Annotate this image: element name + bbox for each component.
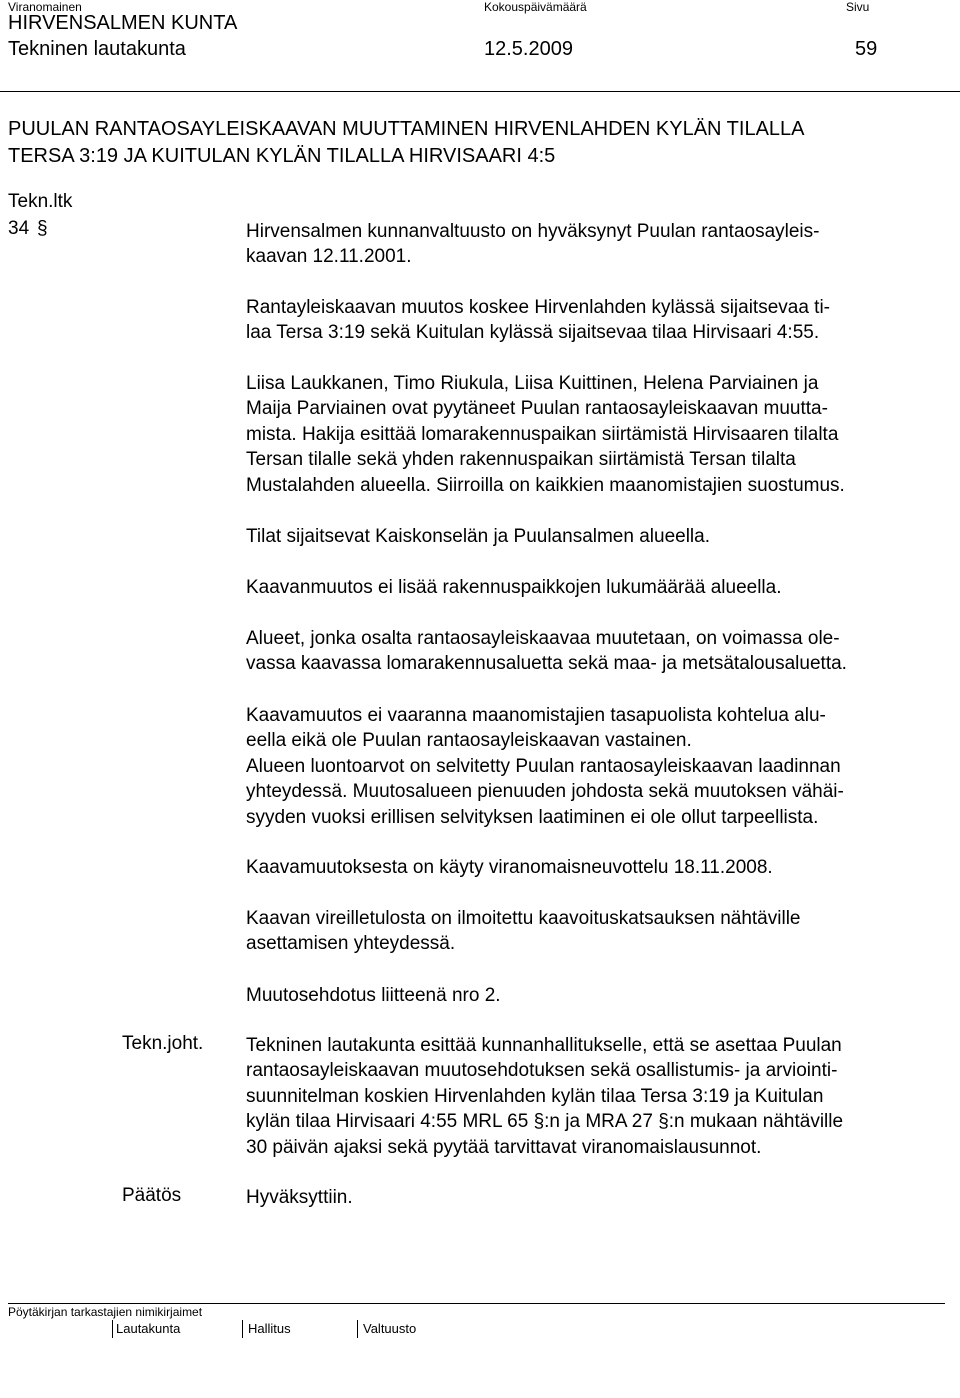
decision-text xyxy=(246,1185,951,1210)
footer-divider xyxy=(8,1303,945,1304)
header-issuer-label: Viranomainen xyxy=(8,0,82,14)
paragraph-9 xyxy=(246,906,951,957)
footer-box-line-3 xyxy=(357,1320,358,1338)
paragraph-line: Mustalahden alueella. Siirroilla on kaikkien maanomistajien suostumus. xyxy=(246,474,845,496)
paragraph-line: syyden vuoksi erillisen selvityksen laatiminen ei ole ollut tarpeellista. xyxy=(246,806,819,828)
header-date-label: Kokouspäivämäärä xyxy=(484,0,587,14)
paragraph-line: Rantayleiskaavan muutos koskee Hirvenlahden kylässä sijaitsevaa ti- xyxy=(246,297,831,318)
paragraph-8 xyxy=(246,855,951,880)
paragraph-line: vassa kaavassa lomarakennusaluetta sekä maa- ja metsätalousaluetta. xyxy=(246,653,847,675)
proposal-line: Tekninen lautakunta esittää kunnanhallitukselle, että se asettaa Puulan xyxy=(246,1035,842,1056)
paragraph-line: Maija Parviainen ovat pyytäneet Puulan rantaosayleiskaavan muutta- xyxy=(246,398,828,420)
paragraph-line: eella eikä ole Puulan rantaosayleiskaavan vastainen. xyxy=(246,730,692,752)
paragraph-2 xyxy=(246,295,951,346)
paragraph-1 xyxy=(246,219,951,270)
proposal-line: rantaosayleiskaavan muutosehdotuksen sekä osallistumis- ja arviointi- xyxy=(246,1060,838,1082)
paragraph-line: Muutosehdotus liitteenä nro 2. xyxy=(246,985,501,1006)
header-municipality: HIRVENSALMEN KUNTA xyxy=(8,12,238,34)
paragraph-line: Tersan tilalle sekä yhden rakennuspaikan siirtämistä Tersan tilalta xyxy=(246,449,796,471)
paragraph-line: Kaavamuutos ei vaaranna maanomistajien tasapuolista kohtelua alu- xyxy=(246,705,826,726)
paragraph-line: Alueen luontoarvot on selvitetty Puulan rantaosayleiskaavan laadinnan xyxy=(246,755,841,777)
footer-box-line-2 xyxy=(242,1320,243,1338)
footer-signatures-label: Pöytäkirjan tarkastajien nimikirjaimet xyxy=(8,1305,203,1319)
paragraph-10 xyxy=(246,983,951,1008)
proposal-line: 30 päivän ajaksi sekä pyytää tarvittavat viranomaislausunnot. xyxy=(246,1136,762,1158)
paragraph-line: Tilat sijaitsevat Kaiskonselän ja Puulansalmen alueella. xyxy=(246,526,710,547)
paragraph-line: asettamisen yhteydessä. xyxy=(246,933,456,955)
header-page-label: Sivu xyxy=(846,0,870,14)
paragraph-line: Liisa Laukkanen, Timo Riukula, Liisa Kuittinen, Helena Parviainen ja xyxy=(246,373,819,394)
header-body: Tekninen lautakunta xyxy=(8,38,186,60)
item-number: 34 xyxy=(8,218,30,239)
section-sign: § xyxy=(37,218,48,239)
title-line-1: PUULAN RANTAOSAYLEISKAAVAN MUUTTAMINEN HIRVENLAHDEN KYLÄN TILALLA xyxy=(8,118,805,140)
header-page-number: 59 xyxy=(855,38,878,60)
paragraph-line: Hirvensalmen kunnanvaltuusto on hyväksynyt Puulan rantaosayleis- xyxy=(246,221,820,242)
proposal-line: kylän tilaa Hirvisaari 4:55 MRL 65 §:n ja MRA 27 §:n mukaan nähtäville xyxy=(246,1111,844,1133)
paragraph-line: laa Tersa 3:19 sekä Kuitulan kylässä sijaitsevaa tilaa Hirvisaari 4:55. xyxy=(246,322,820,344)
header-divider xyxy=(0,91,960,92)
footer-col-board: Lautakunta xyxy=(116,1321,181,1336)
paragraph-line: yhteydessä. Muutosalueen pienuuden johdosta sekä muutoksen vähäi- xyxy=(246,781,844,803)
paragraph-line: Kaavanmuutos ei lisää rakennuspaikkojen lukumäärää alueella. xyxy=(246,577,782,598)
paragraph-6 xyxy=(246,626,951,677)
decision-label: Päätös xyxy=(122,1185,182,1206)
paragraph-line: mista. Hakija esittää lomarakennuspaikan siirtämistä Hirvisaaren tilalta xyxy=(246,423,839,445)
paragraph-line: Kaavamuutoksesta on käyty viranomaisneuvottelu 18.11.2008. xyxy=(246,857,773,878)
title-line-2: TERSA 3:19 JA KUITULAN KYLÄN TILALLA HIRVISAARI 4:5 xyxy=(8,145,556,167)
item-ref-label: Tekn.ltk xyxy=(8,191,73,212)
paragraph-7 xyxy=(246,703,951,830)
proposal-line: suunnitelman koskien Hirvenlahden kylän tilaa Tersa 3:19 ja Kuitulan xyxy=(246,1085,824,1107)
footer-col-council: Valtuusto xyxy=(363,1321,417,1336)
paragraph-3 xyxy=(246,371,951,498)
footer-box-line-1 xyxy=(112,1320,113,1338)
proposal-text xyxy=(246,1033,951,1160)
paragraph-line: Kaavan vireilletulosta on ilmoitettu kaavoituskatsauksen nähtäville xyxy=(246,908,801,929)
paragraph-line: Alueet, jonka osalta rantaosayleiskaavaa muutetaan, on voimassa ole- xyxy=(246,628,840,649)
decision-line: Hyväksyttiin. xyxy=(246,1187,353,1208)
header-date: 12.5.2009 xyxy=(484,38,573,60)
proposal-label: Tekn.joht. xyxy=(122,1033,204,1054)
paragraph-5 xyxy=(246,575,951,600)
footer-col-government: Hallitus xyxy=(248,1321,291,1336)
paragraph-4 xyxy=(246,524,951,549)
paragraph-line: kaavan 12.11.2001. xyxy=(246,246,412,268)
